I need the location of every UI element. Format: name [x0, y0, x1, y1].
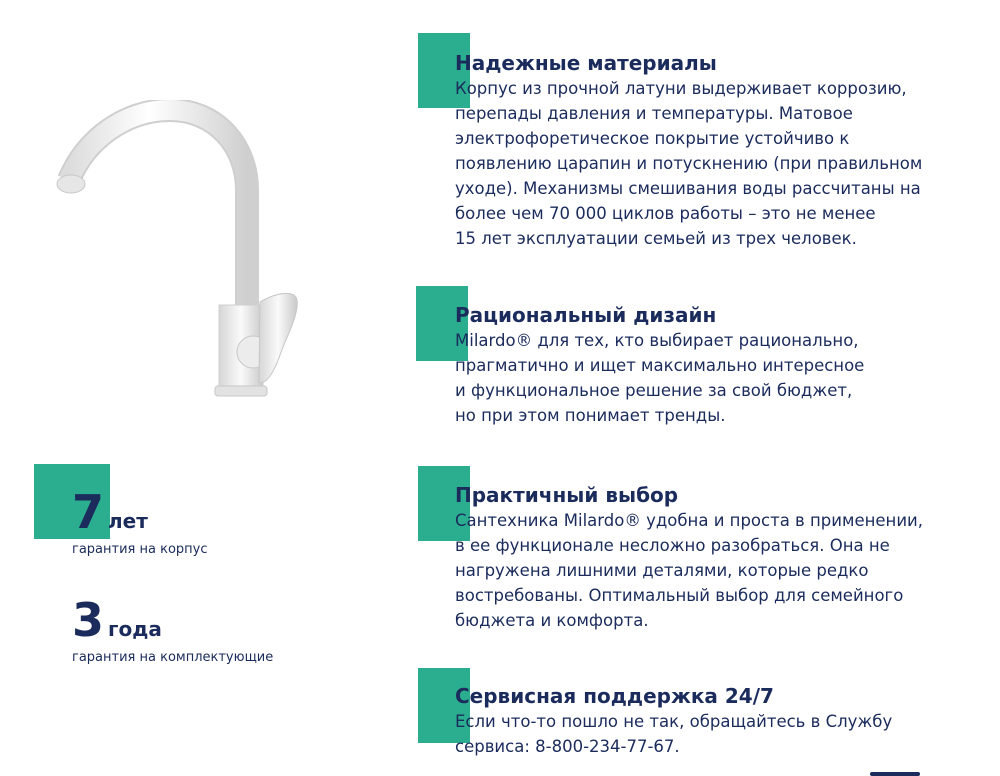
- feature-design: [455, 302, 985, 428]
- feature-title: Надежные материалы: [455, 51, 717, 75]
- faucet-image: [55, 100, 305, 405]
- warranty-parts: [72, 593, 274, 665]
- feature-description: Если что-то пошло не так, обращайтесь в Службу сервиса: 8-800-234-77-67.: [455, 712, 893, 756]
- warranty-value: [72, 485, 207, 539]
- bottom-divider: [870, 772, 920, 776]
- feature-practical: [455, 482, 985, 633]
- feature-description: Milardo® для тех, кто выбирает рационально, прагматично и ищет максимально интересное и функциональное решение за свой бюджет, но при этом понимает тренды.: [455, 331, 865, 425]
- feature-materials: [455, 50, 985, 251]
- feature-description: Корпус из прочной латуни выдерживает коррозию, перепады давления и температуры. Матовое электрофоретическое покрытие устойчиво к появлению царапин и потускнению (при правильном уходе). Механизмы смешивания воды рассчитаны на более чем 70 000 циклов работы – это не менее 15 лет эксплуатации семьей из трех человек.: [455, 79, 923, 248]
- warranty-caption: гарантия на корпус: [72, 542, 208, 557]
- feature-title: Рациональный дизайн: [455, 303, 717, 327]
- feature-title: Сервисная поддержка 24/7: [455, 684, 774, 708]
- feature-title: Практичный выбор: [455, 483, 679, 507]
- warranty-unit: года: [108, 617, 162, 641]
- warranty-number: 7: [72, 485, 105, 539]
- warranty-value: [72, 593, 273, 647]
- warranty-body: [72, 485, 208, 557]
- warranty-unit: лет: [108, 509, 148, 533]
- feature-service: [455, 683, 985, 759]
- feature-description: Сантехника Milardo® удобна и проста в применении, в ее функционале несложно разобраться. Она не нагружена лишними деталями, которые редко востребованы. Оптимальный выбор для семейного бюджета и комфорта.: [455, 511, 924, 630]
- warranty-number: 3: [72, 593, 105, 647]
- warranty-caption: гарантия на комплектующие: [72, 650, 274, 665]
